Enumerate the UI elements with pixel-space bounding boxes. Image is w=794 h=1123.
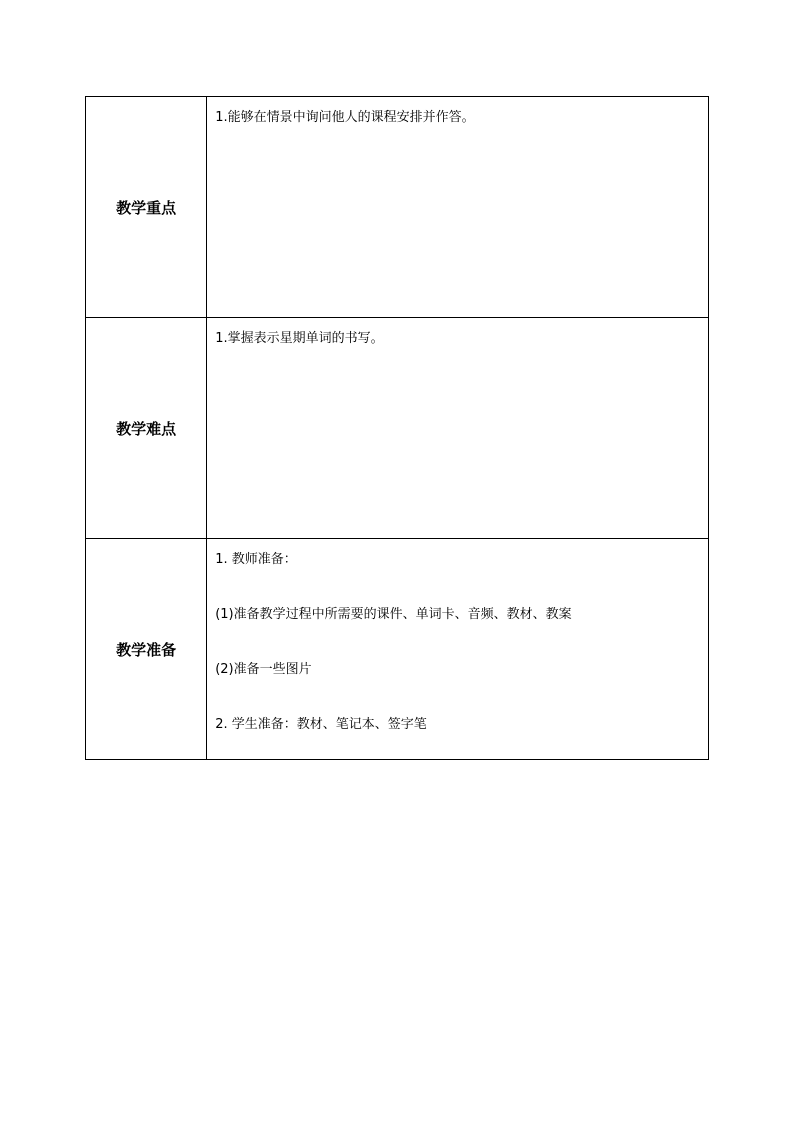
table-row-difficulties [86,318,709,539]
teacher-prep-item-1: (1)准备教学过程中所需要的课件、单词卡、音频、教材、教案 [215,607,572,622]
teacher-prep-heading: 1. 教师准备： [215,552,297,567]
table-row-preparation [86,539,709,760]
lesson-plan-table [85,96,709,760]
key-point-item: 1.能够在情景中询问他人的课程安排并作答。 [215,110,475,125]
row-label-preparation: 教学准备 [86,539,207,760]
row-content-difficulties [207,318,709,539]
row-label-difficulties: 教学难点 [86,318,207,539]
student-prep-line: 2. 学生准备：教材、笔记本、签字笔 [215,717,427,732]
table-row-key-points [86,97,709,318]
teacher-prep-item-2: (2)准备一些图片 [215,662,312,677]
row-content-preparation [207,539,709,760]
difficulty-item: 1.掌握表示星期单词的书写。 [215,331,384,346]
row-content-key-points [207,97,709,318]
row-label-key-points: 教学重点 [86,97,207,318]
